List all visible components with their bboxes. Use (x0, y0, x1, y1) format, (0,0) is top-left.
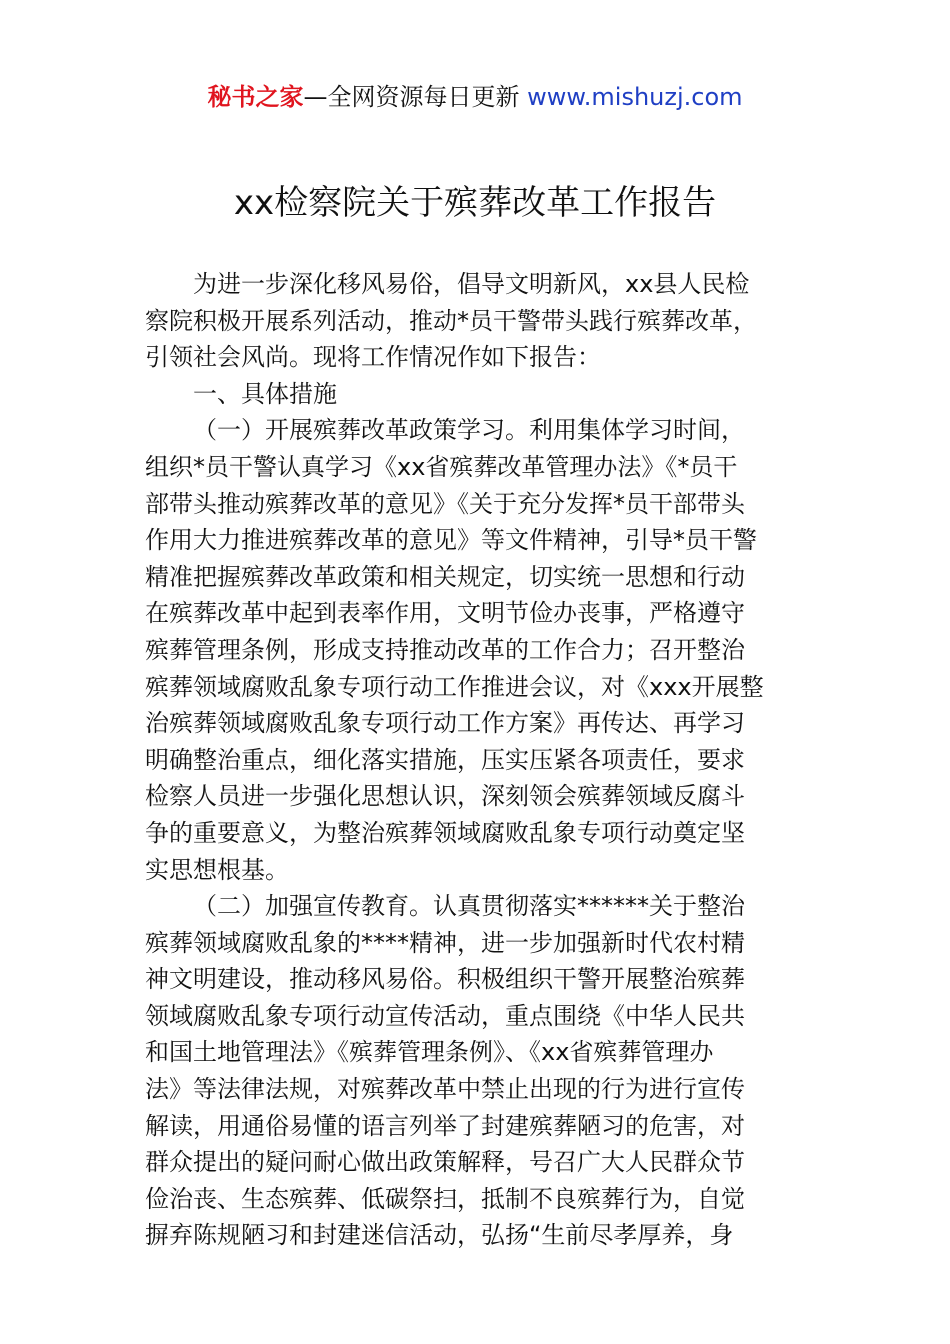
site-url-link[interactable]: www.mishuzj.com (527, 83, 743, 111)
brand-name: 秘书之家 (207, 83, 304, 111)
subsection-heading-line: （二）加强宣传教育。认真贯彻落实******关于整治 (193, 892, 745, 921)
text-line: 领域腐败乱象专项行动宣传活动，重点围绕《中华人民共 (145, 1001, 745, 1030)
site-banner (0, 80, 950, 114)
text-line: 精准把握殡葬改革政策和相关规定，切实统一思想和行动 (145, 562, 745, 591)
text-line: 实思想根基。 (145, 855, 289, 884)
text-line: 殡葬领域腐败乱象的****精神，进一步加强新时代农村精 (145, 928, 745, 957)
text-line: 摒弃陈规陋习和封建迷信活动，弘扬“生前尽孝厚养，身 (145, 1221, 734, 1250)
text-line: 部带头推动殡葬改革的意见》《关于充分发挥*员干部带头 (145, 489, 745, 518)
text-line: 俭治丧、生态殡葬、低碳祭扫，抵制不良殡葬行为，自觉 (145, 1184, 745, 1213)
text-line: 引领社会风尚。现将工作情况作如下报告： (145, 343, 601, 372)
text-line: 解读，用通俗易懂的语言列举了封建殡葬陋习的危害，对 (145, 1111, 745, 1140)
subsection-heading-line: （一）开展殡葬改革政策学习。利用集体学习时间， (193, 416, 745, 445)
text-line: 检察人员进一步强化思想认识，深刻领会殡葬领域反腐斗 (145, 782, 745, 811)
text-line: 和国土地管理法》《殡葬管理条例》、《xx省殡葬管理办 (145, 1038, 714, 1067)
text-line: 在殡葬改革中起到表率作用，文明节俭办丧事，严格遵守 (145, 599, 745, 628)
text-line: 殡葬管理条例，形成支持推动改革的工作合力；召开整治 (145, 635, 745, 664)
text-line: 作用大力推进殡葬改革的意见》等文件精神，引导*员干警 (145, 526, 757, 555)
text-line: 法》等法律法规，对殡葬改革中禁止出现的行为进行宣传 (145, 1075, 745, 1104)
text-line: 治殡葬领域腐败乱象专项行动工作方案》再传达、再学习 (145, 709, 745, 738)
text-line: 组织*员干警认真学习《xx省殡葬改革管理办法》《*员干 (145, 452, 738, 481)
text-line: 明确整治重点，细化落实措施，压实压紧各项责任，要求 (145, 745, 745, 774)
document-title: xx检察院关于殡葬改革工作报告 (233, 183, 717, 223)
text-line: 神文明建设，推动移风易俗。积极组织干警开展整治殡葬 (145, 965, 745, 994)
section-heading: 一、具体措施 (193, 379, 337, 408)
text-line: 为进一步深化移风易俗，倡导文明新风，xx县人民检 (193, 270, 750, 298)
text-line: 殡葬领域腐败乱象专项行动工作推进会议，对《xxx开展整 (145, 672, 764, 701)
text-line: 察院积极开展系列活动，推动*员干警带头践行殡葬改革， (145, 306, 757, 335)
text-line: 争的重要意义，为整治殡葬领域腐败乱象专项行动奠定坚 (145, 818, 745, 847)
document-body (145, 266, 810, 1254)
banner-slogan: —全网资源每日更新 (303, 83, 528, 111)
text-line: 群众提出的疑问耐心做出政策解释，号召广大人民群众节 (145, 1148, 745, 1177)
